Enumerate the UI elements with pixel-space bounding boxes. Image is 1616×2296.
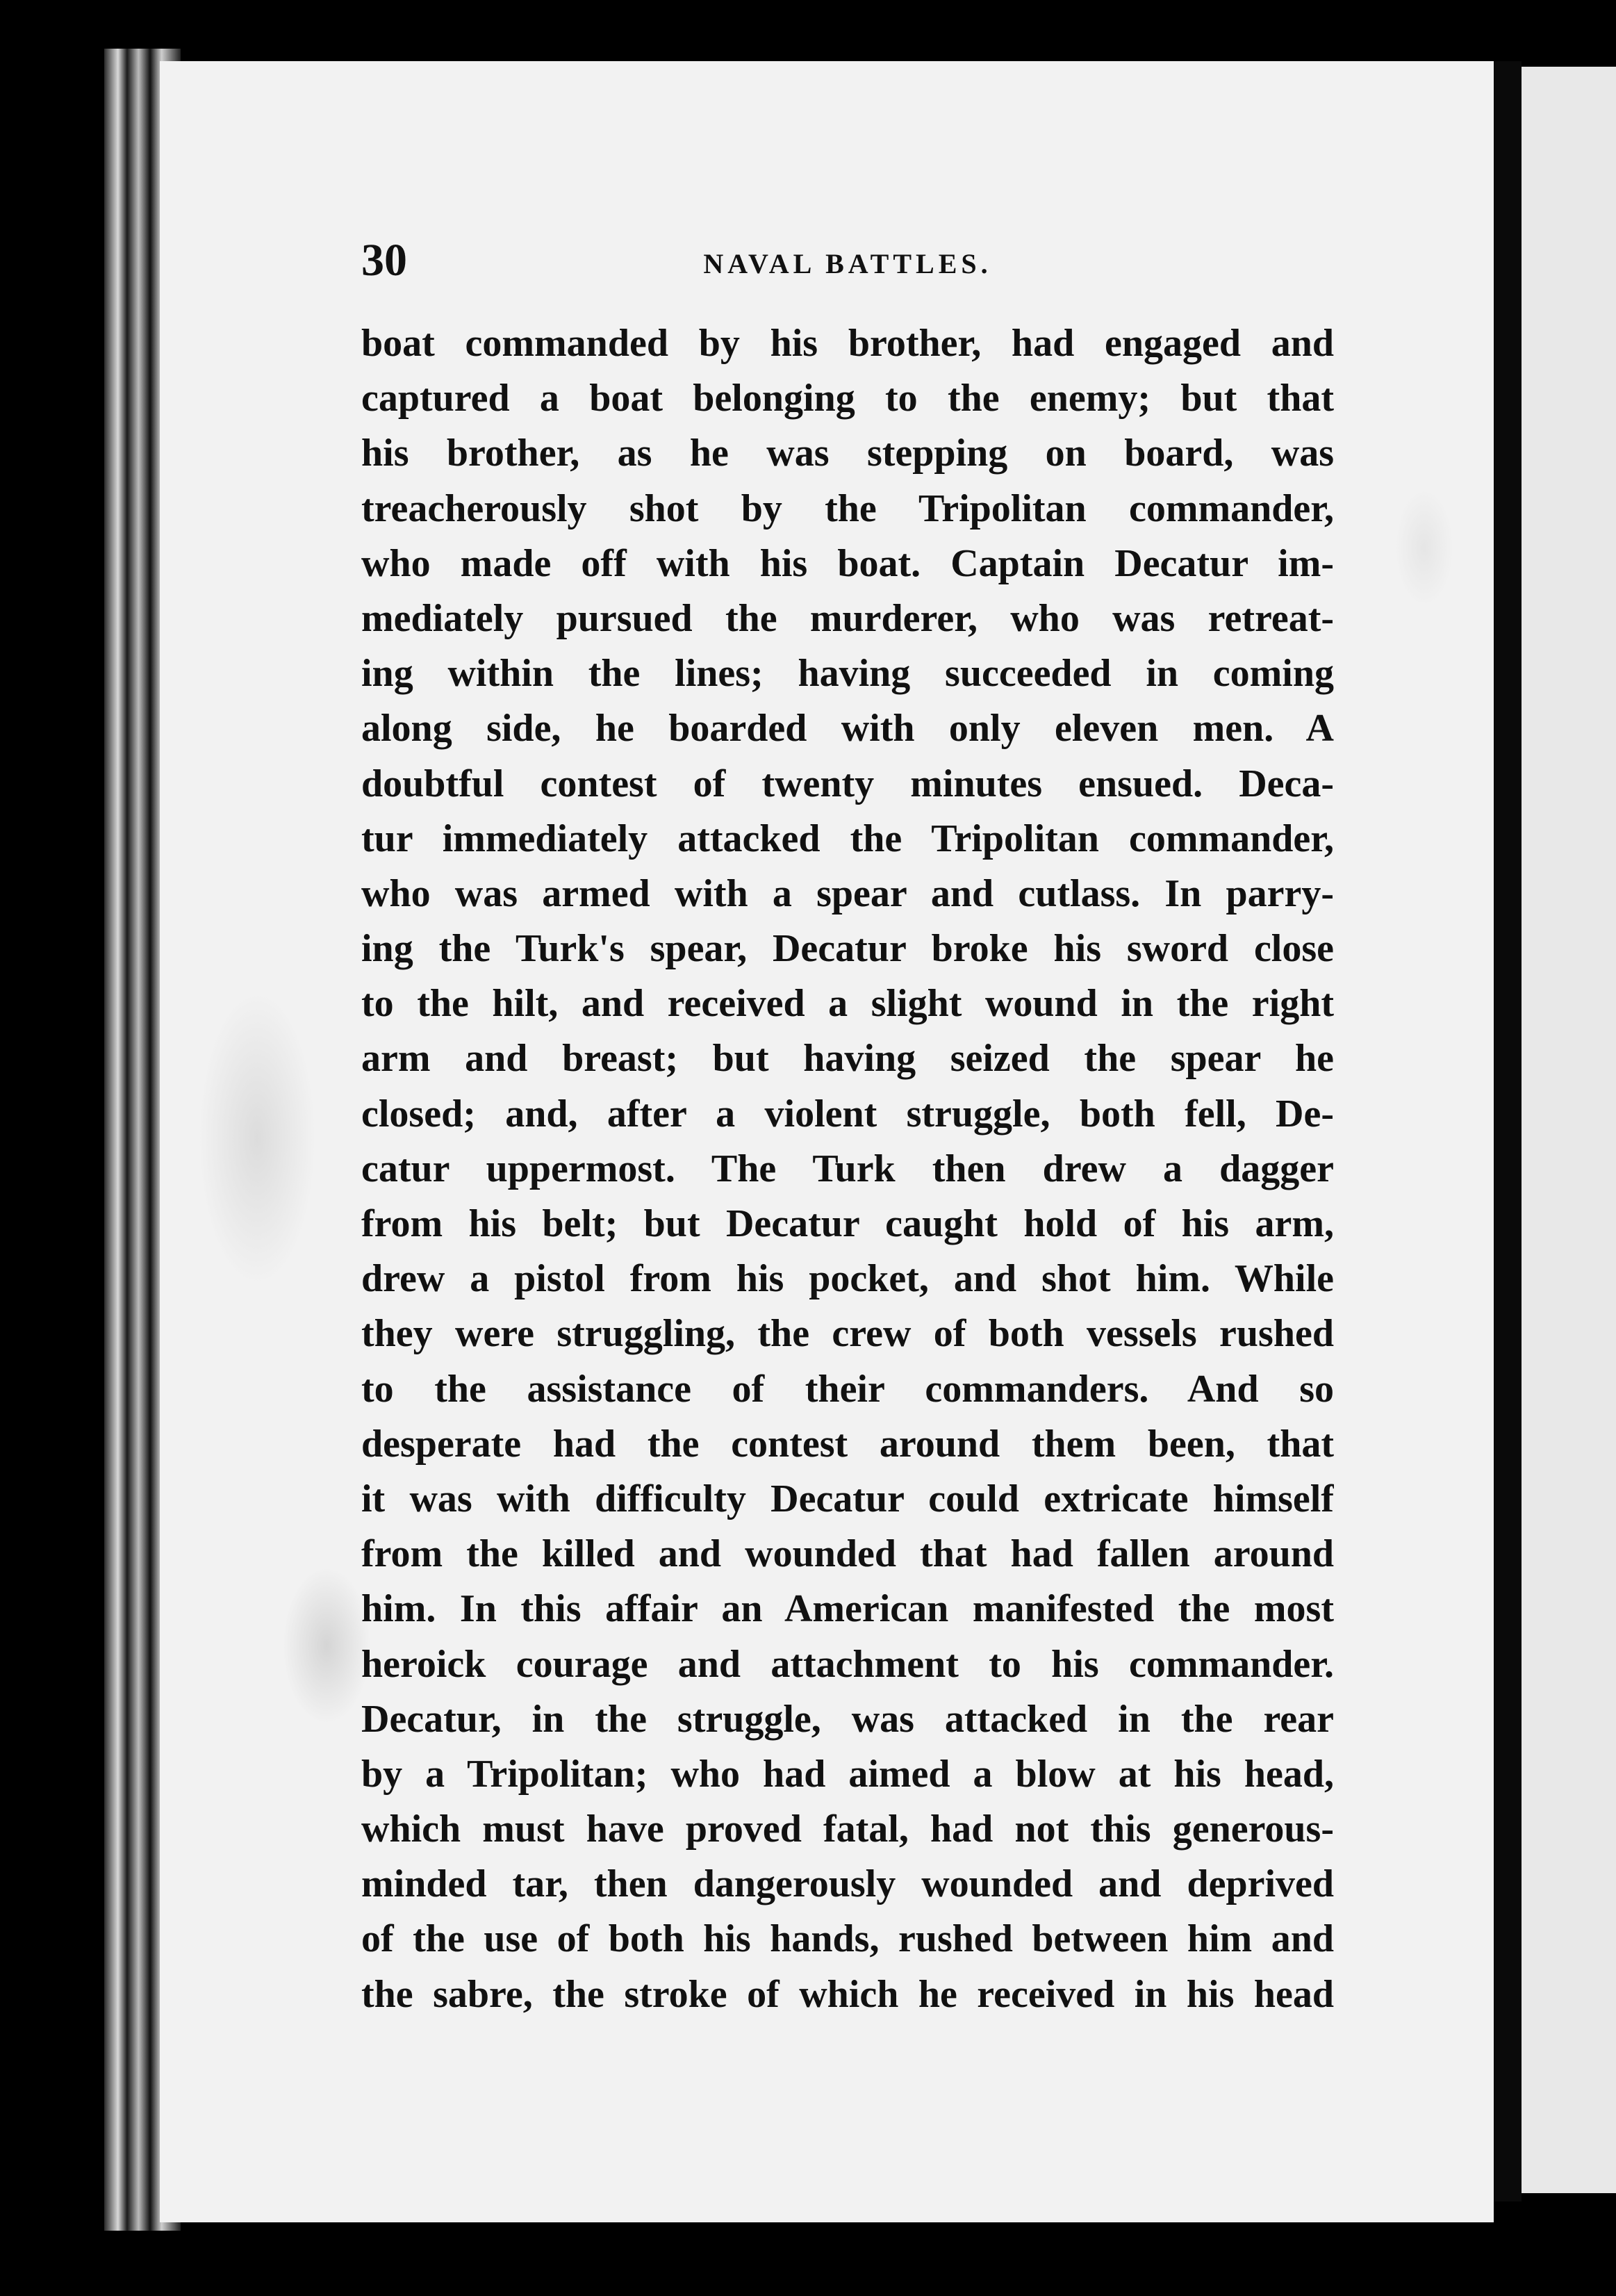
text-line: along side, he boarded with only eleven men. A [361,707,1334,751]
running-head: NAVAL BATTLES. [703,248,992,279]
body-text [361,316,1334,2022]
text-line: by a Tripolitan; who had aimed a blow at his head, [361,1752,1334,1796]
text-line: which must have proved fatal, had not this generous- [361,1807,1334,1851]
text-line: to the assistance of their commanders. And so [361,1367,1334,1411]
text-line: catur uppermost. The Turk then drew a dagger [361,1147,1334,1190]
text-line: arm and breast; but having seized the spear he [361,1037,1334,1081]
text-line: who was armed with a spear and cutlass. In parry- [361,871,1334,915]
text-line: the sabre, the stroke of which he received in his head [361,1972,1334,2016]
text-line: heroick courage and attachment to his commander. [361,1642,1334,1686]
text-line: drew a pistol from his pocket, and shot him. While [361,1257,1334,1301]
text-line: from the killed and wounded that had fallen around [361,1532,1334,1576]
text-line: they were struggling, the crew of both vessels rushed [361,1312,1334,1356]
text-line: boat commanded by his brother, had engaged and [361,322,1334,365]
text-line: mediately pursued the murderer, who was retreat- [361,596,1334,640]
adjacent-page-edge [1522,67,1616,2193]
text-line: captured a boat belonging to the enemy; but that [361,377,1334,420]
text-line: to the hilt, and received a slight wound in the right [361,982,1334,1026]
page-edge-shadow [1494,61,1522,2201]
text-line: doubtful contest of twenty minutes ensued. Deca- [361,762,1334,805]
text-line: Decatur, in the struggle, was attacked in the rear [361,1697,1334,1741]
text-line: tur immediately attacked the Tripolitan commander, [361,817,1334,860]
text-line: ing within the lines; having succeeded in coming [361,652,1334,696]
text-line: his brother, as he was stepping on board, was [361,432,1334,475]
text-line: who made off with his boat. Captain Decatur im- [361,541,1334,585]
text-line: him. In this affair an American manifested the most [361,1587,1334,1631]
text-line: it was with difficulty Decatur could extricate himself [361,1477,1334,1520]
text-line: from his belt; but Decatur caught hold of his arm, [361,1202,1334,1245]
text-line: treacherously shot by the Tripolitan commander, [361,486,1334,530]
page-header [361,229,1334,292]
text-line: desperate had the contest around them been, that [361,1422,1334,1466]
text-line: minded tar, then dangerously wounded and deprived [361,1862,1334,1906]
text-line: ing the Turk's spear, Decatur broke his sword close [361,927,1334,971]
page-number: 30 [361,235,407,286]
text-line: closed; and, after a violent struggle, both fell, De- [361,1092,1334,1135]
text-line: of the use of both his hands, rushed between him and [361,1917,1334,1961]
